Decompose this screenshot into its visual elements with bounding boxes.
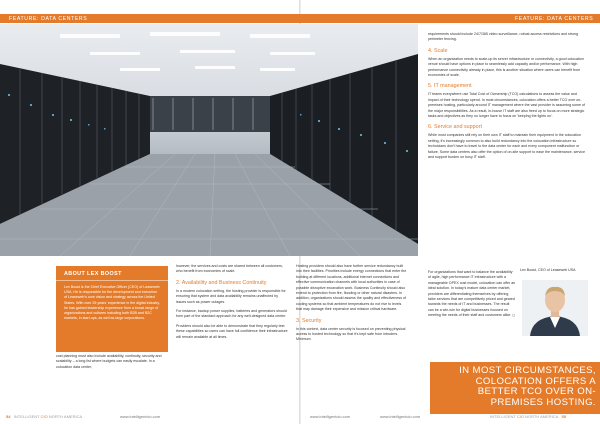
page-number-right: 55 [561, 414, 566, 419]
paragraph: however, the services and costs are shared between all customers, who benefit from economies of scale. [176, 264, 283, 274]
paragraph: When an organization needs to scale-up its server infrastructure or connectivity, a good colocation venue should have options in place to seamlessly add capacity and/or performance. With high performance connectivity already in place, this is another situation where users can benefit from economies of scale. [428, 56, 584, 78]
section-tag-left: FEATURE: DATA CENTERS [6, 15, 90, 23]
paragraph: While most companies still rely on their own IT staff to maintain their equipment in the colocation setting, it's increasingly common to also build redundancy into the colocation infrastructure so technicians don't have to travel to the data center for each and every component malfunction or failure. Some data centers also offer the option of on-site support to ease the maintenance, service and support burden on busy IT staff. [428, 133, 585, 160]
region-label: NORTH AMERICA [525, 414, 559, 419]
photo-caption: Lex Boost, CEO of Leaseweb USA [520, 268, 576, 272]
left-column-1 [56, 354, 168, 374]
right-footer-url-2[interactable]: www.intelligentcio.com [380, 414, 421, 419]
right-footer [490, 414, 566, 419]
right-conclusion [428, 270, 516, 323]
paragraph: Hosting providers should also have further service redundancy built into their facilities. Priorities include energy connections that enter the building at different locations, additional internet connections and effective communication channels with local authorities in case of possible disruptive excavation work. Business Continuity should also extend to protection from fire, flooding or other natural disasters. In addition, organizations should assess the quality and effectiveness of cooling systems so that ambient temperatures do not rise to levels that may damage their expensive and mission critical hardware. [296, 264, 407, 312]
left-column-2 [176, 264, 288, 344]
page-number-left: 54 [6, 414, 11, 419]
brand-cio: CIO [40, 414, 48, 419]
section-heading-service-support: 6. Service and support [428, 124, 482, 131]
right-footer-url[interactable]: www.intelligentcio.com [310, 414, 351, 419]
paragraph: In this context, data center security is focused on preventing physical access to hosted technology so that it's kept safe from intruders. Minimum [296, 326, 406, 342]
brand-cio: CIO [516, 414, 524, 419]
left-footer [6, 414, 82, 419]
sidebar-body: Lex Boost is the Chief Executive Officer (CEO) of Leaseweb USA. He is responsible for the development and execution of Leaseweb's core vision and strategy across the United States. With over 25 years' experience in the digital industry, he has gained leadership experience from a broad range of organizations and cultures including both B2B and B2C markets, in start-ups, as well as large corporations. [64, 285, 160, 321]
brand-intelligent: INTELLIGENT [490, 414, 516, 419]
author-portrait-illustration [522, 280, 588, 336]
sidebar-title: ABOUT LEX BOOST [56, 266, 168, 281]
paragraph: For instance, backup power supplies, batteries and generators should form part of the standard approach for any well-designed data center. [176, 309, 287, 319]
paragraph: IT teams everywhere use Total Cost of Ownership (TCO) calculations to assess the value and impact of their technology spend. In most circumstances, colocation offers a better TCO over on-premises hosting, particularly around IT management where the vast provider is assuming some of the major responsibilities. As a result, in-house IT staff are also freed up to focus on more strategic tasks and objectives as they no longer have to focus on 'keeping the lights on'. [428, 92, 585, 119]
server-room-illustration [0, 24, 418, 256]
paragraph: requirements should include 24/7/365 video surveillance, robust access restrictions and strong perimeter fencing. [428, 32, 579, 42]
section-heading-scale: 4. Scale [428, 47, 448, 54]
paragraph: For organizations that want to balance the availability of agile, high performance IT infrastructure with a manageable OPEX cost model, colocation can offer an ideal solution. In today's mature data center market, providers are differentiating themselves by offering tailor services that are competitively priced and geared towards the needs of IT and businesses. The result can be a win-win for digital businesses focused on meeting the needs of their staff and customers alike. ◻ [428, 270, 516, 318]
hero-image-server-room [0, 24, 418, 256]
left-column-3 [296, 264, 408, 347]
left-footer-url[interactable]: www.intelligentcio.com [120, 414, 161, 419]
paragraph: Providers should also be able to demonstrate that they regularly test these capabilities so users can have full confidence their infrastructure will remain available at all times. [176, 323, 288, 339]
section-heading-it-management: 5. IT management [428, 83, 472, 90]
about-author-sidebar [56, 266, 168, 352]
author-photo [522, 280, 588, 336]
region-label: NORTH AMERICA [48, 414, 83, 419]
section-heading-security: 3. Security [296, 317, 322, 324]
paragraph: cost planning must also include availability, continuity, security and scalability – a long list where budgets can easily escalate. In a colocation data center, [56, 354, 162, 369]
brand-intelligent: INTELLIGENT [13, 414, 40, 419]
section-heading-availability: 2. Availability and Business Continuity [176, 279, 267, 286]
pull-quote: IN MOST CIRCUMSTANCES, COLOCATION OFFERS A BETTER TCO OVER ON-PREMISES HOSTING. [459, 365, 596, 408]
paragraph: In a modern colocation setting, the hosting provider is responsible for ensuring that system and data availability remains unaffected by issues such as power outages. [176, 288, 286, 304]
right-column-1 [428, 32, 588, 165]
section-tag-right: FEATURE: DATA CENTERS [512, 15, 596, 23]
